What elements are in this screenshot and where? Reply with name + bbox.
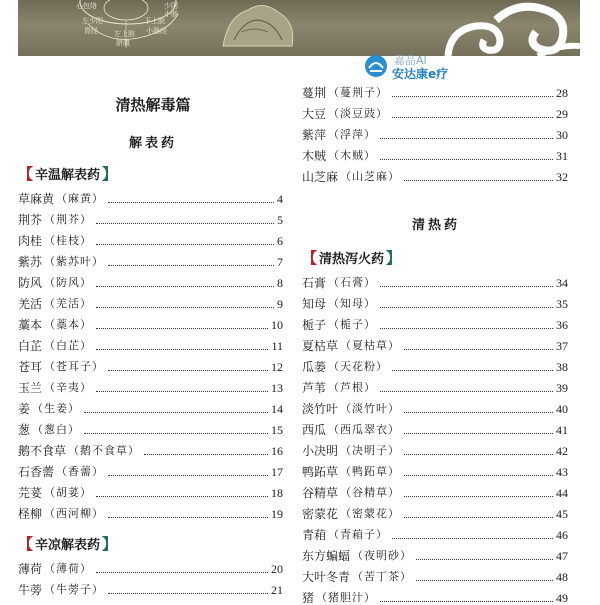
dot-leader (392, 369, 553, 371)
bracket-right-icon: 】 (386, 248, 402, 267)
toc-entry[interactable] (302, 566, 568, 584)
entry-name: 藁本 (18, 318, 43, 332)
entry-alias: （防风） (44, 276, 93, 289)
toc-entry[interactable] (302, 145, 568, 163)
entry-alias: （鸭跖草） (340, 465, 401, 478)
entry-page: 6 (277, 234, 283, 248)
entry-alias: （栀子） (328, 318, 377, 331)
dot-leader (380, 600, 553, 602)
entry-alias: （苍耳子） (44, 360, 105, 373)
entry-name: 芦苇 (302, 381, 327, 395)
entry-name: 知母 (302, 297, 327, 311)
dot-leader (380, 327, 553, 329)
dot-leader (96, 327, 268, 329)
dot-leader (404, 453, 553, 455)
entry-page: 8 (277, 276, 283, 290)
dot-leader (96, 495, 268, 497)
entry-alias: （淡竹叶） (340, 402, 401, 415)
category-title: 清热泻火药 (319, 251, 385, 267)
entry-name: 玉兰 (18, 381, 43, 395)
entry-page: 38 (556, 360, 568, 374)
toc-entry[interactable] (302, 335, 568, 353)
entry-page: 29 (556, 107, 568, 121)
dot-leader (404, 411, 553, 413)
toc-entry[interactable] (302, 272, 568, 290)
banner-label: 小肠 (164, 10, 178, 18)
dot-leader (96, 571, 268, 573)
entry-alias: （浮萍） (328, 128, 377, 141)
entry-name: 猪 (302, 591, 315, 605)
entry-page: 13 (271, 381, 283, 395)
dot-leader (108, 516, 268, 518)
dot-leader (404, 432, 553, 434)
entry-name: 白芷 (18, 339, 43, 353)
dot-leader (392, 116, 553, 118)
dot-leader (392, 95, 553, 97)
dot-leader (404, 474, 553, 476)
entry-page: 31 (556, 149, 568, 163)
entry-name: 山芝麻 (302, 170, 339, 184)
entry-alias: （天花粉） (328, 360, 389, 373)
dot-leader (380, 158, 553, 160)
bracket-right-icon: 】 (102, 164, 118, 183)
entry-name: 木贼 (302, 149, 327, 163)
entry-page: 46 (556, 528, 568, 542)
entry-alias: （胡荽） (44, 486, 93, 499)
toc-entry[interactable] (18, 209, 283, 227)
entry-name: 防风 (18, 276, 43, 290)
dot-leader (96, 390, 268, 392)
entry-page: 43 (556, 465, 568, 479)
entry-alias: （猪胆汁） (316, 591, 377, 604)
category-heading (18, 532, 117, 554)
category-title: 辛温解表药 (35, 167, 101, 183)
entry-name: 紫萍 (302, 128, 327, 142)
entry-alias: （芦根） (328, 381, 377, 394)
stone-illustration (218, 0, 298, 52)
header-banner (18, 0, 580, 56)
entry-page: 39 (556, 381, 568, 395)
entry-page: 11 (271, 339, 283, 353)
dot-leader (404, 495, 553, 497)
dot-leader (108, 592, 268, 594)
entry-name: 羌活 (18, 297, 43, 311)
entry-name: 薄荷 (18, 562, 43, 576)
entry-name: 苍耳 (18, 360, 43, 374)
entry-alias: （葱白） (32, 423, 81, 436)
entry-name: 柽柳 (18, 507, 43, 521)
entry-page: 9 (277, 297, 283, 311)
toc-entry[interactable] (302, 398, 568, 416)
entry-alias: （藁本） (44, 318, 93, 331)
entry-page: 21 (271, 583, 283, 597)
toc-entry[interactable] (302, 440, 568, 458)
entry-page: 14 (271, 402, 283, 416)
entry-name: 牛蒡 (18, 583, 43, 597)
dot-leader (108, 369, 268, 371)
entry-page: 12 (271, 360, 283, 374)
cloud-swirl-ornament (438, 0, 580, 56)
entry-page: 32 (556, 170, 568, 184)
banner-label: 下上脘 (144, 17, 165, 25)
entry-page: 35 (556, 297, 568, 311)
dot-leader (108, 474, 268, 476)
entry-alias: （西河柳） (44, 507, 105, 520)
banner-label: 左少阳 (82, 17, 103, 25)
entry-page: 16 (271, 444, 283, 458)
entry-page: 15 (271, 423, 283, 437)
entry-name: 大豆 (302, 107, 327, 121)
entry-page: 40 (556, 402, 568, 416)
entry-name: 大叶冬青 (302, 570, 351, 584)
dot-leader (84, 411, 268, 413)
banner-label: 脐腹 (116, 39, 130, 47)
entry-name: 栀子 (302, 318, 327, 332)
toc-entry[interactable] (302, 461, 568, 479)
dot-leader (96, 243, 274, 245)
entry-page: 30 (556, 128, 568, 142)
watermark-brand: 安达康e疗 (392, 67, 449, 81)
banner-label: 左上脘 (114, 30, 135, 38)
entry-alias: （薄荷） (44, 562, 93, 575)
toc-entry[interactable] (18, 440, 283, 458)
watermark-logo-icon (364, 54, 388, 78)
toc-entry[interactable] (302, 166, 568, 184)
entry-name: 葱 (18, 423, 31, 437)
entry-name: 淡竹叶 (302, 402, 339, 416)
entry-page: 18 (271, 486, 283, 500)
entry-alias: （紫苏叶） (44, 255, 105, 268)
dot-leader (380, 390, 553, 392)
watermark (364, 52, 470, 80)
entry-alias: （夏枯草） (340, 339, 401, 352)
entry-name: 荆芥 (18, 213, 43, 227)
dot-leader (96, 348, 268, 350)
toc-entry[interactable] (18, 503, 283, 521)
entry-name: 小决明 (302, 444, 339, 458)
dot-leader (380, 285, 553, 287)
bracket-left-icon: 【 (302, 248, 318, 267)
dot-leader (96, 285, 274, 287)
entry-page: 49 (556, 591, 568, 605)
entry-page: 44 (556, 486, 568, 500)
entry-alias: （麻黄） (56, 192, 105, 205)
toc-entry[interactable] (302, 356, 568, 374)
toc-entry[interactable] (302, 503, 568, 521)
entry-alias: （生姜） (32, 402, 81, 415)
entry-page: 42 (556, 444, 568, 458)
toc-entry[interactable] (302, 293, 568, 311)
entry-alias: （夜明砂） (352, 549, 413, 562)
entry-name: 紫苏 (18, 255, 43, 269)
toc-entry[interactable] (18, 272, 283, 290)
entry-alias: （蔓荆子） (328, 86, 389, 99)
toc-entry[interactable] (18, 251, 283, 269)
entry-page: 4 (277, 192, 283, 206)
entry-alias: （山芝麻） (340, 170, 401, 183)
entry-name: 芫荽 (18, 486, 43, 500)
bracket-left-icon: 【 (18, 164, 34, 183)
bracket-right-icon: 】 (102, 534, 118, 553)
entry-page: 5 (277, 213, 283, 227)
entry-alias: （羌活） (44, 297, 93, 310)
entry-name: 肉桂 (18, 234, 43, 248)
entry-alias: （密蒙花） (340, 507, 401, 520)
entry-name: 草麻黄 (18, 192, 55, 206)
entry-page: 34 (556, 276, 568, 290)
toc-entry[interactable] (302, 587, 568, 605)
banner-label: 少阳 (164, 2, 178, 10)
entry-alias: （青葙子） (328, 528, 389, 541)
chapter-title: 清热解毒篇 (115, 96, 191, 114)
section-title: 清热药 (411, 218, 460, 233)
entry-alias: （荆芥） (44, 213, 93, 226)
toc-entry[interactable] (302, 314, 568, 332)
entry-alias: （谷精草） (340, 486, 401, 499)
toc-entry[interactable] (18, 579, 283, 597)
entry-alias: （木贼） (328, 149, 377, 162)
dot-leader (108, 264, 274, 266)
entry-name: 鹅不食草 (18, 444, 67, 458)
entry-alias: （香薷） (56, 465, 105, 478)
entry-page: 20 (271, 562, 283, 576)
entry-page: 48 (556, 570, 568, 584)
dot-leader (380, 137, 553, 139)
entry-name: 东方蝙蝠 (302, 549, 351, 563)
entry-alias: （淡豆豉） (328, 107, 389, 120)
toc-entry[interactable] (302, 82, 568, 100)
entry-page: 7 (277, 255, 283, 269)
entry-alias: （石膏） (328, 276, 377, 289)
entry-name: 密蒙花 (302, 507, 339, 521)
watermark-text: 嘉品AI (394, 54, 427, 67)
entry-name: 谷精草 (302, 486, 339, 500)
toc-entry[interactable] (18, 419, 283, 437)
toc-entry[interactable] (302, 377, 568, 395)
toc-entry[interactable] (18, 461, 283, 479)
section-title: 解表药 (128, 136, 177, 151)
banner-label: 小肠经 (146, 27, 167, 35)
toc-entry[interactable] (18, 335, 283, 353)
toc-entry[interactable] (302, 482, 568, 500)
toc-entry[interactable] (302, 545, 568, 563)
bracket-left-icon: 【 (18, 534, 34, 553)
entry-page: 28 (556, 86, 568, 100)
entry-name: 蔓荆 (302, 86, 327, 100)
toc-entry[interactable] (18, 482, 283, 500)
entry-page: 45 (556, 507, 568, 521)
category-title: 辛凉解表药 (35, 537, 101, 553)
entry-name: 西瓜 (302, 423, 327, 437)
entry-alias: （白芷） (44, 339, 93, 352)
entry-page: 10 (271, 318, 283, 332)
entry-name: 石膏 (302, 276, 327, 290)
entry-alias: （决明子） (340, 444, 401, 457)
toc-entry[interactable] (18, 377, 283, 395)
toc-entry[interactable] (302, 124, 568, 142)
toc-entry[interactable] (18, 293, 283, 311)
entry-alias: （知母） (328, 297, 377, 310)
entry-page: 41 (556, 423, 568, 437)
toc-entry[interactable] (18, 314, 283, 332)
dot-leader (144, 453, 268, 455)
toc-entry[interactable] (302, 419, 568, 437)
dot-leader (392, 537, 553, 539)
entry-page: 19 (271, 507, 283, 521)
entry-name: 姜 (18, 402, 31, 416)
entry-alias: （桂枝） (44, 234, 93, 247)
entry-name: 青葙 (302, 528, 327, 542)
category-heading (302, 246, 401, 268)
dot-leader (404, 348, 553, 350)
toc-entry[interactable] (18, 230, 283, 248)
dot-leader (108, 201, 274, 203)
entry-name: 瓜蒌 (302, 360, 327, 374)
toc-entry[interactable] (18, 398, 283, 416)
entry-page: 36 (556, 318, 568, 332)
entry-alias: （牛蒡子） (44, 583, 105, 596)
entry-alias: （西瓜翠衣） (328, 423, 401, 436)
dot-leader (84, 432, 268, 434)
entry-alias: （辛夷） (44, 381, 93, 394)
dot-leader (416, 579, 553, 581)
category-heading (18, 162, 117, 184)
toc-entry[interactable] (302, 103, 568, 121)
entry-page: 37 (556, 339, 568, 353)
dot-leader (404, 179, 553, 181)
toc-entry[interactable] (302, 524, 568, 542)
banner-label: 心包络 (76, 2, 97, 10)
dot-leader (416, 558, 553, 560)
entry-alias: （苦丁茶） (352, 570, 413, 583)
entry-name: 鸭跖草 (302, 465, 339, 479)
dot-leader (96, 306, 274, 308)
dot-leader (404, 516, 553, 518)
toc-entry[interactable] (18, 188, 283, 206)
entry-page: 47 (556, 549, 568, 563)
entry-name: 夏枯草 (302, 339, 339, 353)
dot-leader (380, 306, 553, 308)
entry-name: 石香薷 (18, 465, 55, 479)
banner-label: 胃经 (84, 27, 98, 35)
entry-page: 17 (271, 465, 283, 479)
entry-alias: （鹅不食草） (68, 444, 141, 457)
toc-entry[interactable] (18, 356, 283, 374)
toc-entry[interactable] (18, 558, 283, 576)
dot-leader (96, 222, 274, 224)
